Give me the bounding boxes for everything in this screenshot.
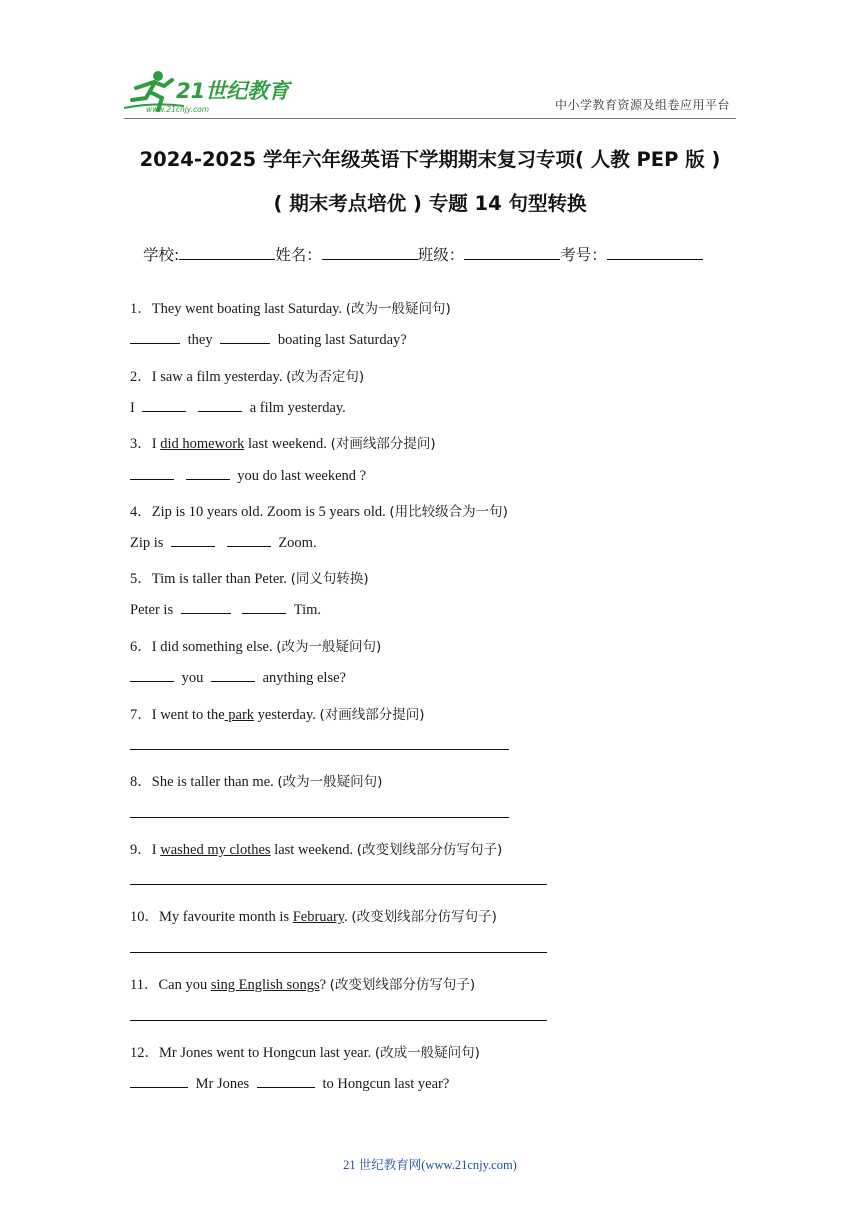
answer-blank[interactable] [142, 399, 186, 412]
svg-text:21世纪教育: 21世纪教育 [176, 79, 290, 103]
question-6: 6．I did something else. (改为一般疑问句) [130, 639, 382, 655]
answer-blank[interactable] [130, 669, 174, 682]
answer-4: Zip is Zoom. [130, 535, 317, 551]
answer-blank[interactable] [220, 331, 270, 344]
answer-line-8[interactable] [130, 817, 509, 818]
number-blank[interactable] [607, 245, 703, 260]
document-title: 2024-2025 学年六年级英语下学期期末复习专项( 人教 PEP 版 ) [139, 148, 721, 171]
answer-blank[interactable] [181, 601, 231, 614]
answer-blank[interactable] [186, 467, 230, 480]
answer-line-11[interactable] [130, 1020, 547, 1021]
name-blank[interactable] [322, 245, 418, 260]
answer-blank[interactable] [242, 601, 286, 614]
question-9: 9．I washed my clothes last weekend. (改变划线部分仿写句子) [130, 842, 503, 858]
name-label: 姓名： [275, 246, 322, 264]
answer-blank[interactable] [211, 669, 255, 682]
question-3: 3．I did homework last weekend. (对画线部分提问) [130, 436, 436, 452]
21cnjy-logo [124, 68, 294, 114]
answer-3: you do last weekend ? [130, 467, 366, 485]
answer-blank[interactable] [130, 1075, 188, 1088]
answer-line-7[interactable] [130, 749, 509, 750]
class-blank[interactable] [464, 245, 560, 260]
question-5: 5．Tim is taller than Peter. (同义句转换) [130, 571, 369, 587]
question-8: 8．She is taller than me. (改为一般疑问句) [130, 774, 383, 790]
school-blank[interactable] [179, 245, 275, 260]
question-2: 2．I saw a film yesterday. (改为否定句) [130, 369, 365, 385]
answer-1: they boating last Saturday? [130, 331, 407, 349]
question-12: 12．Mr Jones went to Hongcun last year. (改成一般疑问句) [130, 1045, 480, 1061]
platform-caption: 中小学教育资源及组卷应用平台 [554, 98, 730, 112]
answer-blank[interactable] [227, 534, 271, 547]
student-info-row [143, 243, 703, 265]
question-4: 4．Zip is 10 years old. Zoom is 5 years old. (用比较级合为一句) [130, 504, 508, 520]
answer-blank[interactable] [257, 1075, 315, 1088]
answer-blank[interactable] [198, 399, 242, 412]
question-11: 11．Can you sing English songs? (改变划线部分仿写句子) [130, 977, 476, 993]
class-label: 班级： [417, 246, 465, 264]
question-10: 10．My favourite month is February. (改变划线部分仿写句子) [130, 909, 497, 925]
question-1: 1．They went boating last Saturday. (改为一般疑问句) [130, 301, 451, 317]
number-label: 考号： [560, 246, 607, 264]
answer-12: Mr Jones to Hongcun last year? [130, 1075, 449, 1093]
answer-line-10[interactable] [130, 952, 547, 953]
answer-6: you anything else? [130, 669, 346, 687]
page-header [0, 0, 860, 120]
answer-blank[interactable] [130, 467, 174, 480]
school-label: 学校: [143, 246, 180, 264]
answer-blank[interactable] [130, 331, 180, 344]
question-7: 7．I went to the park yesterday. (对画线部分提问) [130, 707, 425, 723]
svg-text:www.21cnjy.com: www.21cnjy.com [146, 105, 210, 114]
document-subtitle: ( 期末考点培优 ) 专题 14 句型转换 [273, 192, 587, 215]
answer-2: I a film yesterday. [130, 400, 346, 416]
header-divider [124, 118, 736, 119]
page-footer[interactable]: 21 世纪教育网(www.21cnjy.com) [343, 1158, 517, 1172]
answer-line-9[interactable] [130, 884, 547, 885]
answer-blank[interactable] [171, 534, 215, 547]
answer-5: Peter is Tim. [130, 602, 321, 618]
